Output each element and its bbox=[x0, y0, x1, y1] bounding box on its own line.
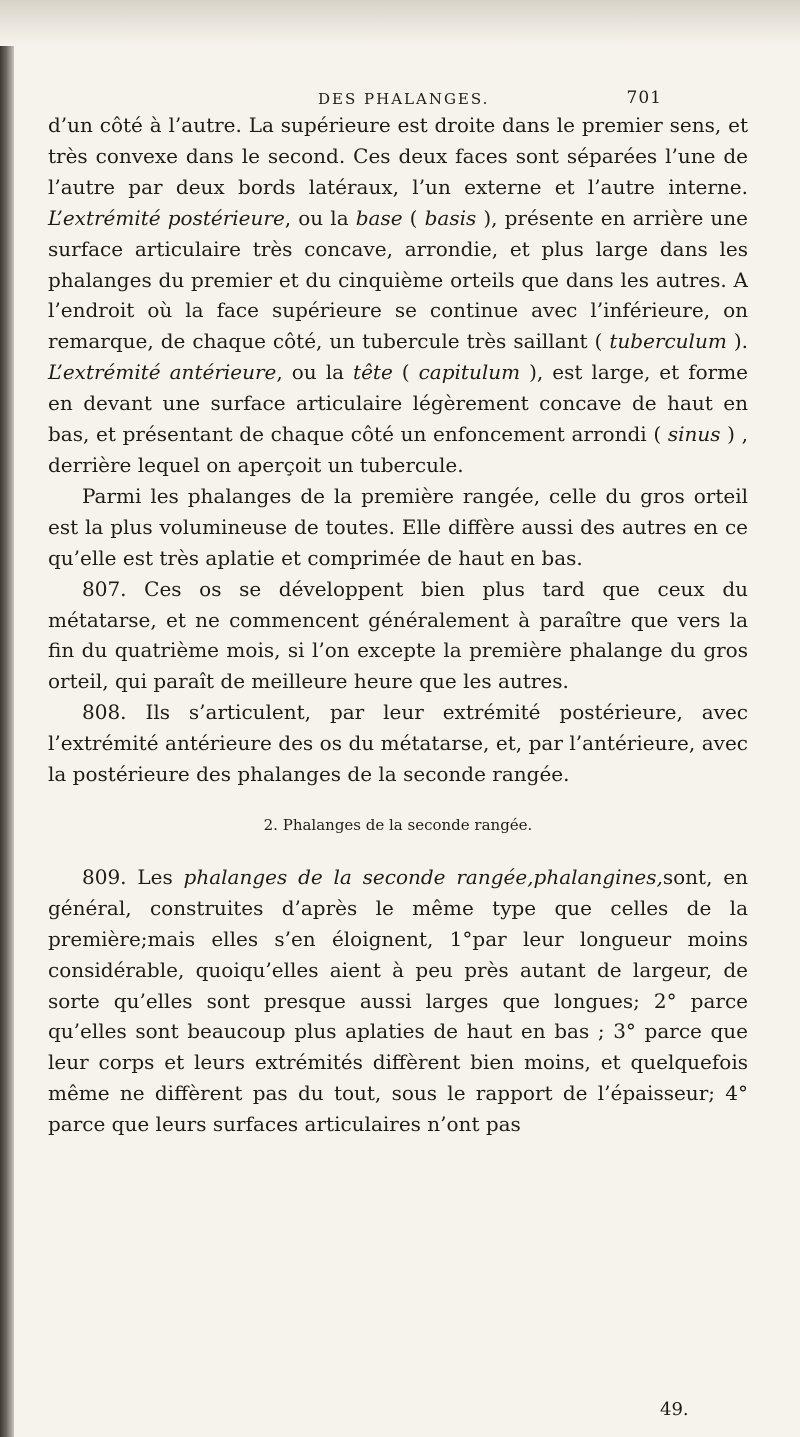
paragraph-2: Parmi les phalanges de la première rangée, celle du gros orteil est la plus volumineuse de toutes. Elle diffère aussi des autres en ce qu’elle est très aplatie et comprimée de haut en bas. bbox=[48, 483, 748, 570]
term-phalanges-seconde-rangee: phalanges de la seconde rangée,phalangines, bbox=[183, 864, 663, 889]
paragraph-807: 807. Ces os se développent bien plus tard que ceux du métatarse, et ne commencent généralement à paraître que vers la fin du quatrième mois, si l’on excepte la première phalange du gros orteil, qui paraît de meilleure heure que les autres. bbox=[48, 576, 748, 694]
page-number: 701 bbox=[626, 88, 662, 108]
section-heading: 2. Phalanges de la seconde rangée. bbox=[263, 815, 533, 834]
term-base: base bbox=[355, 205, 403, 230]
paragraph-808: 808. Ils s’articulent, par leur extrémité postérieure, avec l’extrémité antérieure des os du métatarse, et, par l’antérieure, avec la postérieure des phalanges de la seconde rangée. bbox=[48, 700, 748, 787]
term-basis: basis bbox=[424, 205, 477, 230]
term-tuberculum: tuberculum bbox=[609, 329, 727, 354]
term-capitulum: capitulum bbox=[418, 360, 521, 385]
paragraph-809: 809. Les phalanges de la seconde rangée,phalangines,sont, en général, construites d’après le même type que celles de la première;mais elles s’en éloignent, 1°par leur longueur moins considérable, quoiqu’elles aient à peu près autant de largeur, de sorte qu’elles sont presque aussi larges que longues; 2° parce qu’elles sont beaucoup plus aplaties de haut en bas ; 3° parce que leur corps et leurs extrémités diffèrent bien moins, et quelquefois même ne diffèrent pas du tout, sous le rapport de l’épaisseur; 4° parce que leurs surfaces articulaires n’ont pas bbox=[48, 864, 748, 1137]
paragraph-1: d’un côté à l’autre. La supérieure est droite dans le premier sens, et très convexe dans le second. Ces deux faces sont séparées l’une de l’autre par deux bords latéraux, l’un externe et l’autre interne. L’extrémité postérieure, ou la base ( basis ), présente en arrière une surface articulaire très concave, arrondie, et plus large dans les phalanges du premier et du cinquième orteils que dans les autres. A l’endroit où la face supérieure se continue avec l’inférieure, on remarque, de chaque côté, un tubercule très saillant ( tuberculum ). L’extrémité antérieure, ou la tête ( capitulum ), est large, et forme en devant une surface articulaire légèrement concave de haut en bas, et présentant de chaque côté un enfoncement arrondi ( sinus ) , derrière lequel on aperçoit un tubercule. bbox=[48, 113, 749, 477]
running-head: DES PHALANGES. bbox=[318, 90, 490, 108]
term-tete: tête bbox=[353, 360, 393, 385]
catchword: 49. bbox=[660, 1399, 689, 1420]
term-sinus: sinus bbox=[667, 422, 721, 447]
term-extremite-posterieure: L’extrémité postérieure bbox=[48, 205, 285, 230]
body-text bbox=[48, 110, 748, 1140]
term-extremite-anterieure: L’extrémité antérieure bbox=[48, 360, 277, 385]
